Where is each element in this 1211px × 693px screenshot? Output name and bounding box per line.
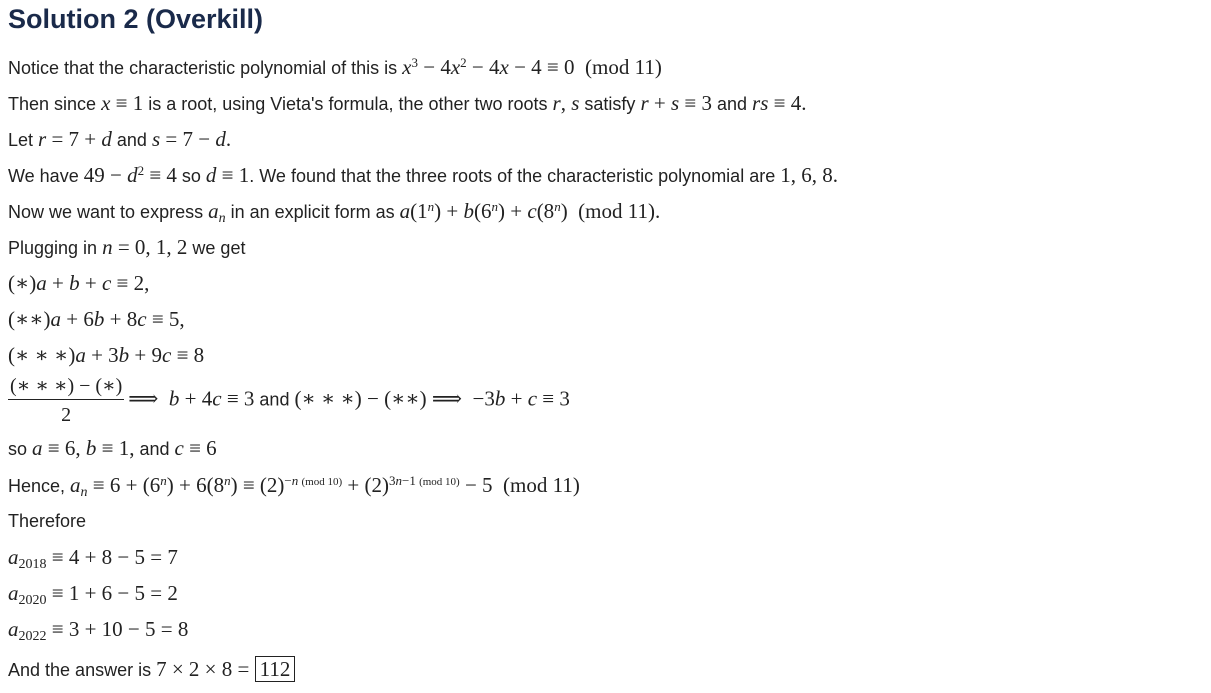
paragraph-plugging: Plugging in n = 0, 1, 2 we get — [8, 235, 246, 259]
paragraph-elimination: $\frac{(∗ ∗ ∗) - (∗)}{2}$ ⟹ b + 4c ≡ 3 and (∗ ∗ ∗) − (∗∗) ⟹ −3b + c ≡ 3 — [10, 375, 570, 426]
paragraph-answer: And the answer is 7 × 2 × 8 = 112 — [8, 657, 295, 682]
formula: $x^3 - 4x^2 - 4x - 4 \equiv 0$ (mod 11) — [402, 54, 662, 79]
equation-star-1: (∗)a + b + c ≡ 2, — [8, 271, 150, 295]
paragraph-substitution: Let r = 7 + d and s = 7 − d. — [8, 127, 232, 151]
paragraph-hence: Hence, $a_n \equiv 6 + (6^n) + 6(8^n) \equiv (2)^{-n (mod 10)} + (2)^{3n-1 (mod 10)} - 5$ (mod 11) — [8, 472, 580, 501]
paragraph-therefore: Therefore — [8, 511, 87, 531]
equation-star-3: (∗ ∗ ∗)a + 3b + 9c ≡ 8 — [8, 343, 205, 367]
result-a2020: $a_{2020} \equiv 1 + 6 - 5 = 2$ — [8, 581, 178, 609]
equation-star-2: (∗∗)a + 6b + 8c ≡ 5, — [8, 307, 185, 331]
paragraph-characteristic-polynomial: Notice that the characteristic polynomial of this is $x^3 - 4x^2 - 4x - 4 \equiv 0$ (mod 11) — [8, 54, 662, 79]
result-a2018: $a_{2018} \equiv 4 + 8 - 5 = 7$ — [8, 545, 178, 573]
paragraph-coefficients: so a ≡ 6, b ≡ 1, and c ≡ 6 — [8, 436, 217, 460]
paragraph-roots: We have $49 - d^2 \equiv 4$ so d ≡ 1. We found that the three roots of the characteristic polynomial are 1, 6, 8. — [8, 162, 838, 187]
section-heading: Solution 2 (Overkill) — [8, 4, 264, 34]
fraction: $\frac{(∗ ∗ ∗) - (∗)}{2}$ — [10, 375, 123, 426]
boxed-answer: 112 — [255, 656, 296, 682]
paragraph-explicit-form: Now we want to express $a_n$ in an explicit form as $a(1^n) + b(6^n) + c(8^n)$ (mod 11). — [8, 198, 661, 227]
paragraph-vieta: Then since x ≡ 1 is a root, using Vieta's formula, the other two roots r, s satisfy r + s ≡ 3 and rs ≡ 4. — [8, 91, 807, 115]
result-a2022: $a_{2022} \equiv 3 + 10 - 5 = 8$ — [8, 617, 189, 645]
